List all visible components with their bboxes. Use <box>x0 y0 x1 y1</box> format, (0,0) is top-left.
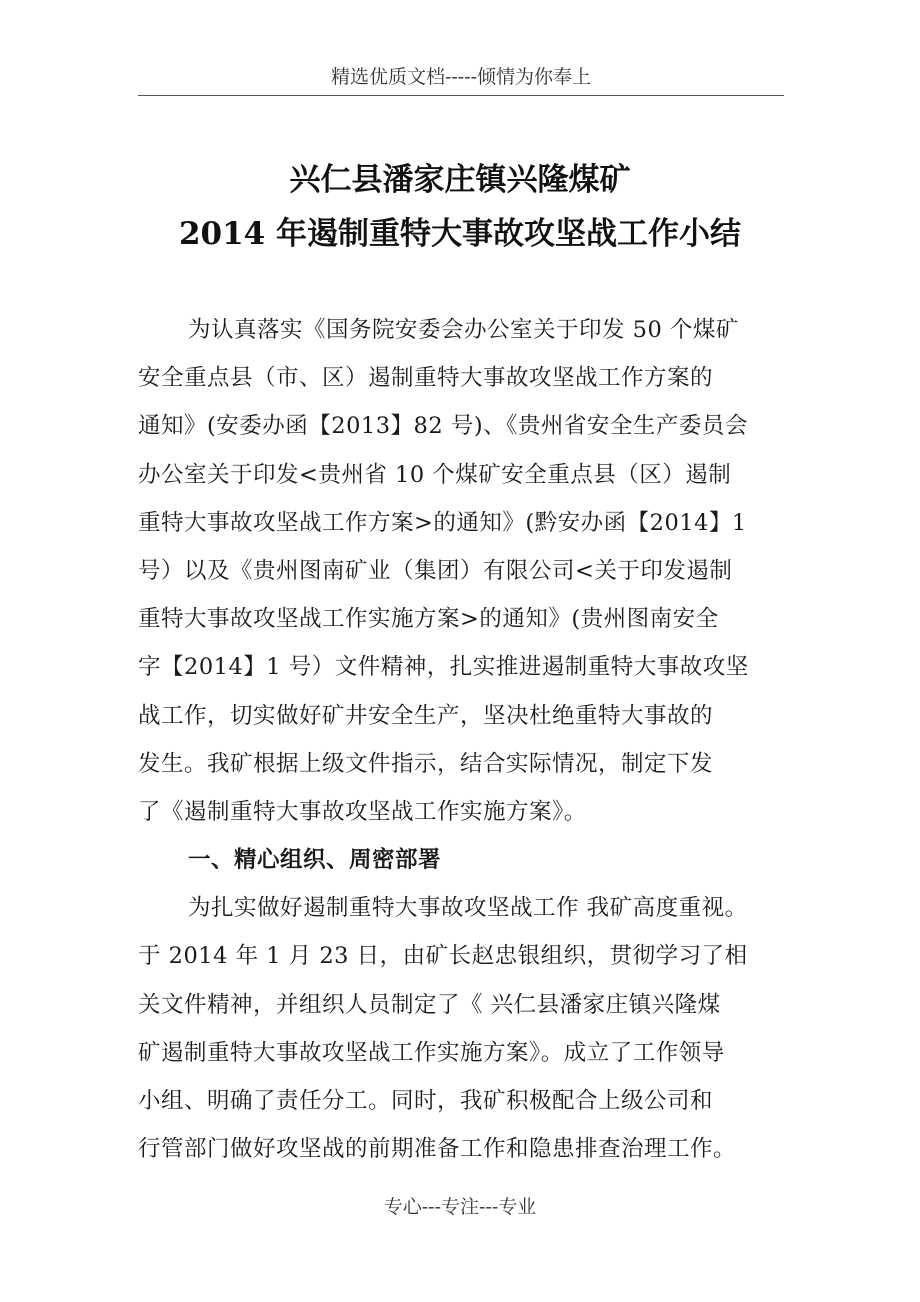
header-divider <box>138 95 784 96</box>
body-line: 小组、明确了责任分工。同时，我矿积极配合上级公司和 <box>138 1088 714 1114</box>
body-line: 为认真落实《国务院安委会办公室关于印发 50 个煤矿 <box>188 317 739 343</box>
body-line: 关文件精神，并组织人员制定了《 兴仁县潘家庄镇兴隆煤 <box>138 991 721 1018</box>
body-line: 安全重点县（市、区）遏制重特大事故攻坚战工作方案的 <box>138 365 714 392</box>
body-line: 行管部门做好攻坚战的前期准备工作和隐患排查治理工作。 <box>138 1136 737 1163</box>
body-line: 战工作，切实做好矿井安全生产，坚决杜绝重特大事故的 <box>138 702 714 729</box>
body-line: 通知》(安委办函【2013】82 号)、《贵州省安全生产委员会 <box>138 413 748 440</box>
body-line: 矿遏制重特大事故攻坚战工作实施方案》。成立了工作领导 <box>138 1039 725 1066</box>
document-title-line-1: 兴仁县潘家庄镇兴隆煤矿 <box>289 162 631 198</box>
body-line: 为扎实做好遏制重特大事故攻坚战工作 我矿高度重视。 <box>188 895 748 922</box>
body-line: 于 2014 年 1 月 23 日，由矿长赵忠银组织，贯彻学习了相 <box>138 943 748 970</box>
document-body <box>138 308 778 1175</box>
body-line: 了《遏制重特大事故攻坚战工作实施方案》。 <box>138 798 587 825</box>
body-line: 字【2014】1 号）文件精神，扎实推进遏制重特大事故攻坚 <box>138 654 749 681</box>
section-heading: 一、精心组织、周密部署 <box>188 847 442 874</box>
body-line: 重特大事故攻坚战工作方案>的通知》(黔安办函【2014】1 <box>138 509 747 536</box>
document-title-line-2: 2014 年遏制重特大事故攻坚战工作小结 <box>178 216 742 252</box>
body-line: 重特大事故攻坚战工作实施方案>的通知》(贵州图南安全 <box>138 606 719 633</box>
body-line: 办公室关于印发<贵州省 10 个煤矿安全重点县（区）遏制 <box>138 461 732 488</box>
body-line: 号）以及《贵州图南矿业（集团）有限公司<关于印发遏制 <box>138 557 733 584</box>
page-header: 精选优质文档-----倾情为你奉上 <box>330 66 592 88</box>
body-line: 发生。我矿根据上级文件指示，结合实际情况，制定下发 <box>138 750 714 777</box>
page-footer: 专心---专注---专业 <box>383 1196 537 1218</box>
